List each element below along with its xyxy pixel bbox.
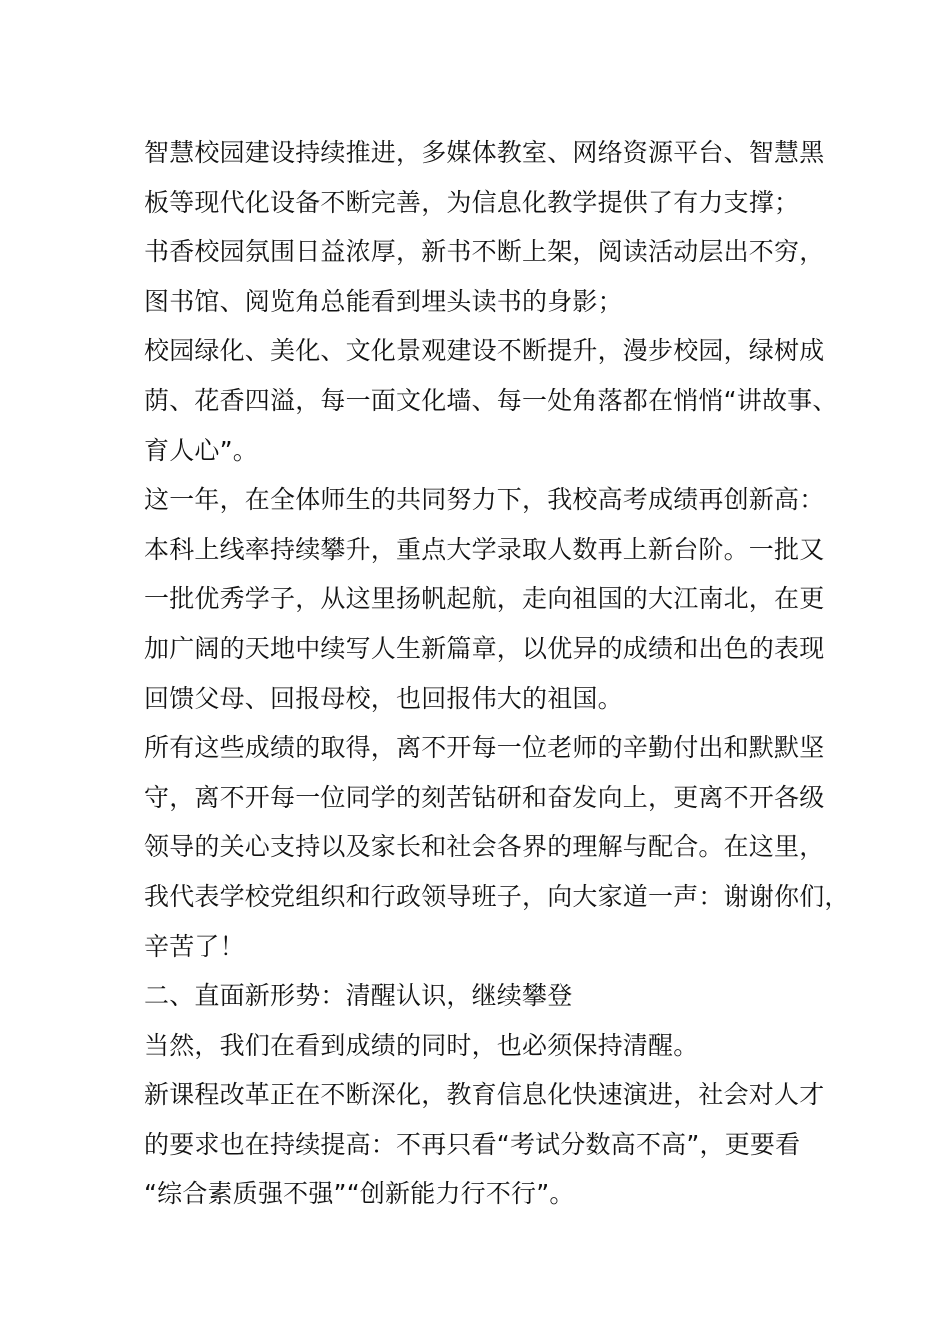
text-line-13: 所有这些成绩的取得，离不开每一位老师的辛勤付出和默默坚 — [144, 733, 825, 763]
text-line-6: 荫、花香四溢，每一面文化墙、每一处角落都在悄悄“讲故事、 — [144, 385, 838, 415]
text-line-22: “综合素质强不强”“创新能力行不行”。 — [144, 1179, 575, 1209]
text-line-16: 我代表学校党组织和行政领导班子，向大家道一声：谢谢你们， — [144, 881, 850, 911]
text-line-11: 加广阔的天地中续写人生新篇章，以优异的成绩和出色的表现 — [144, 633, 825, 663]
section-heading: 二、直面新形势：清醒认识，继续攀登 — [144, 981, 573, 1011]
text-line-15: 领导的关心支持以及家长和社会各界的理解与配合。在这里， — [144, 832, 825, 862]
body-text — [144, 128, 850, 1219]
text-line-21: 的要求也在持续提高：不再只看“考试分数高不高”，更要看 — [144, 1129, 801, 1159]
text-line-9: 本科上线率持续攀升，重点大学录取人数再上新台阶。一批又 — [144, 534, 825, 564]
text-line-3: 书香校园氛围日益浓厚，新书不断上架，阅读活动层出不穷， — [144, 237, 825, 267]
text-line-5: 校园绿化、美化、文化景观建设不断提升，漫步校园，绿树成 — [144, 336, 825, 366]
text-line-2: 板等现代化设备不断完善，为信息化教学提供了有力支撑； — [144, 187, 800, 217]
text-line-14: 守，离不开每一位同学的刻苦钻研和奋发向上，更离不开各级 — [144, 782, 825, 812]
text-line-12: 回馈父母、回报母校，也回报伟大的祖国。 — [144, 683, 623, 713]
text-line-8: 这一年，在全体师生的共同努力下，我校高考成绩再创新高： — [144, 485, 825, 515]
text-line-1: 智慧校园建设持续推进，多媒体教室、网络资源平台、智慧黑 — [144, 138, 825, 167]
text-line-17: 辛苦了！ — [144, 931, 245, 961]
text-line-7: 育人心”。 — [144, 435, 258, 465]
text-line-19: 当然，我们在看到成绩的同时，也必须保持清醒。 — [144, 1030, 699, 1060]
text-line-10: 一批优秀学子，从这里扬帆起航，走向祖国的大江南北，在更 — [144, 584, 825, 614]
text-line-20: 新课程改革正在不断深化，教育信息化快速演进，社会对人才 — [144, 1080, 825, 1110]
text-line-4: 图书馆、阅览角总能看到埋头读书的身影； — [144, 286, 623, 316]
